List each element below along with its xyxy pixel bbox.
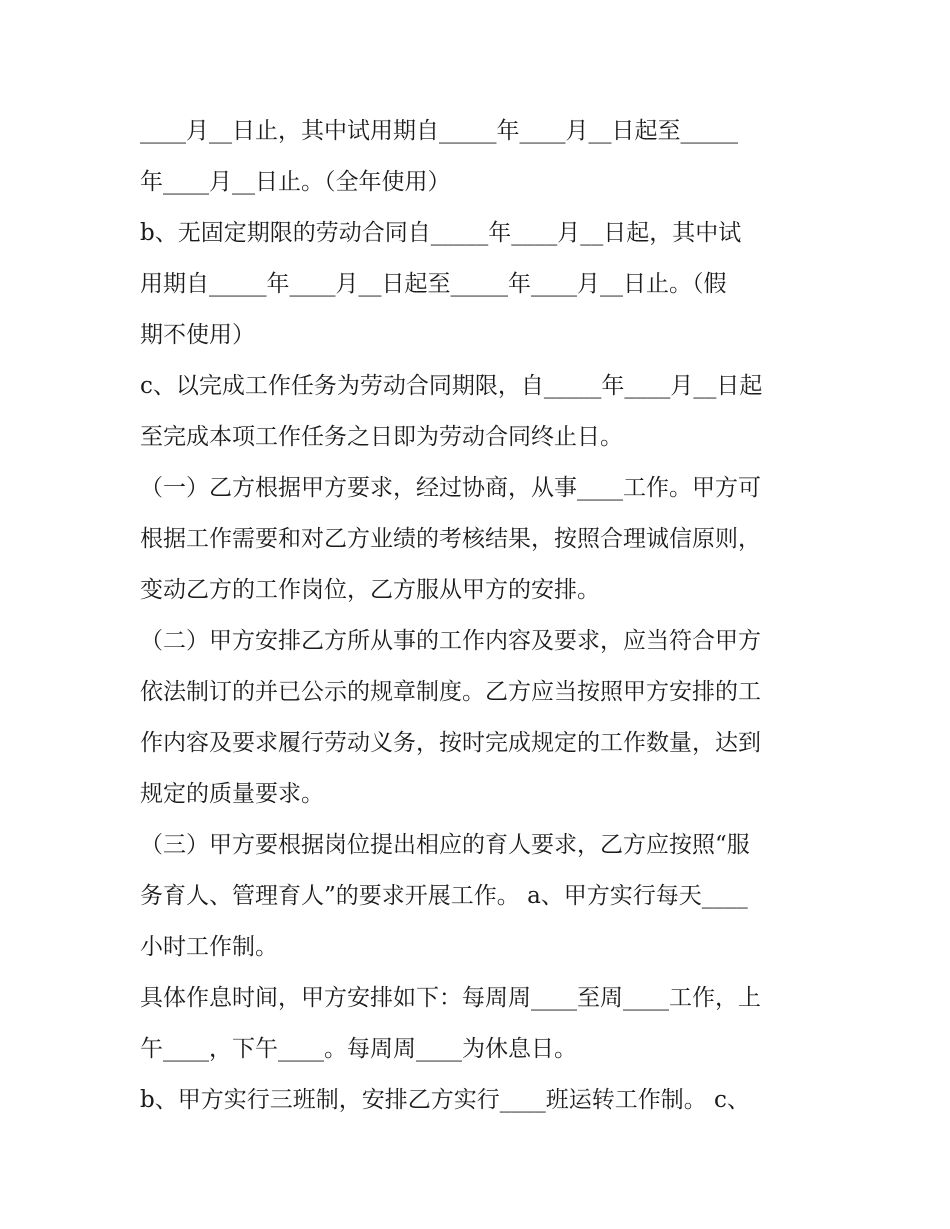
text-line: 依法制订的并已公示的规章制度。乙方应当按照甲方安排的工: [140, 679, 761, 705]
text-line: （三）甲方要根据岗位提出相应的育人要求，乙方应按照“服: [140, 832, 750, 858]
text-line: 规定的质量要求。: [140, 781, 324, 807]
text-line: 年____月__日止。（全年使用）: [140, 169, 451, 195]
text-line: 至完成本项工作任务之日即为劳动合同终止日。: [140, 424, 623, 450]
text-line: ____月__日止，其中试用期自_____年____月__日起至_____: [140, 118, 738, 144]
text-line: 务育人、管理育人”的要求开展工作。 a、甲方实行每天____: [140, 883, 748, 909]
text-line: b、无固定期限的劳动合同自_____年____月__日起，其中试: [140, 220, 742, 246]
text-line: 午____，下午____。每周周____为休息日。: [140, 1036, 577, 1062]
text-line: （一）乙方根据甲方要求，经过协商，从事____工作。甲方可: [140, 475, 761, 501]
text-line: 根据工作需要和对乙方业绩的考核结果，按照合理诚信原则，: [140, 526, 761, 552]
text-line: 小时工作制。: [140, 934, 278, 960]
text-line: 变动乙方的工作岗位，乙方服从甲方的安排。: [140, 577, 600, 603]
text-line: b、甲方实行三班制，安排乙方实行____班运转工作制。 c、: [140, 1087, 750, 1113]
text-line: 用期自_____年____月__日起至_____年____月__日止。（假: [140, 271, 727, 297]
text-line: （二）甲方安排乙方所从事的工作内容及要求，应当符合甲方: [140, 628, 761, 654]
text-line: 期不使用）: [140, 322, 255, 348]
text-line: 作内容及要求履行劳动义务，按时完成规定的工作数量，达到: [140, 730, 761, 756]
contract-body: [140, 106, 820, 1126]
text-line: c、以完成工作任务为劳动合同期限，自_____年____月__日起: [140, 373, 763, 399]
text-line: 具体作息时间，甲方安排如下：每周周____至周____工作，上: [140, 985, 761, 1011]
